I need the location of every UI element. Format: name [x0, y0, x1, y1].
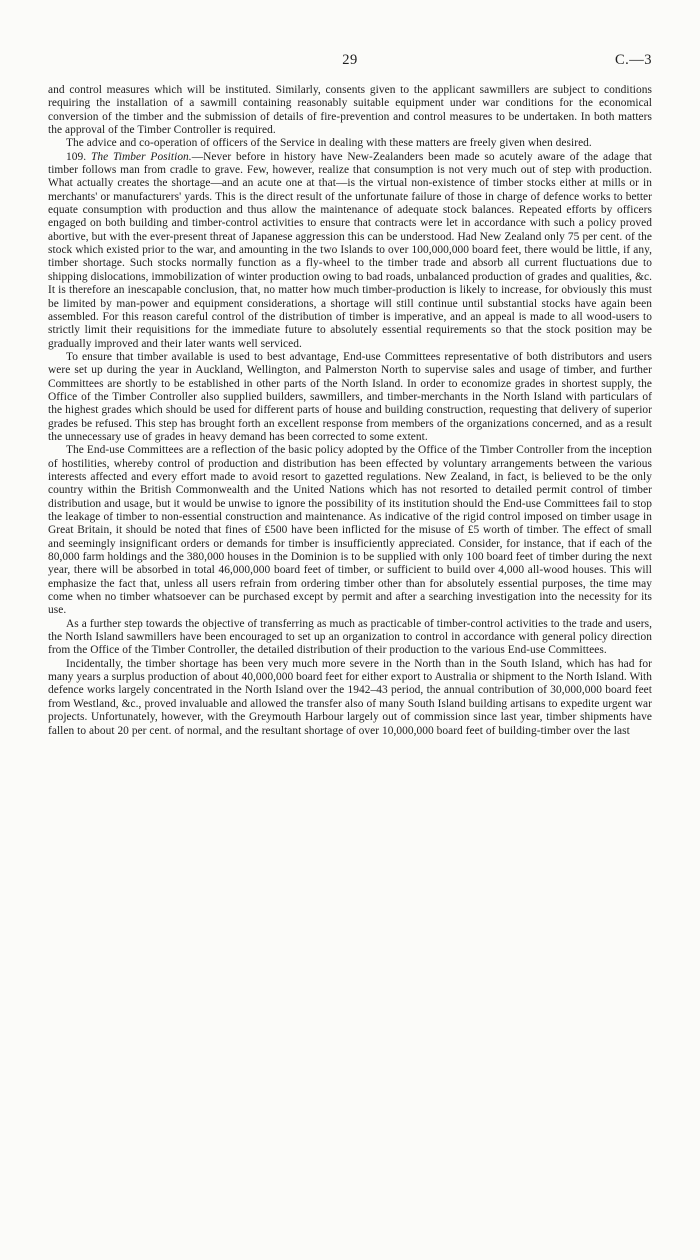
page-number: 29 — [342, 52, 358, 68]
section-title: The Timber Position. — [90, 150, 192, 163]
document-reference: C.—3 — [614, 52, 652, 68]
page-header — [48, 52, 652, 72]
paragraph-text: The End-use Committees are a reflection of the basic policy adopted by the Office of the Timber Controller from the inception of hostilities, whereby control of production and distribution has been effected by voluntary arrangements between the various interests affected and every effort made to avoid resort to gazetted regulations. New Zealand, in fact, is believed to be the only country within the British Commonwealth and the United Nations which has not resorted to detailed permit control of timber distribution and usage, but it would be unwise to ignore the possibility of its institution should the End-use Committees fail to stop the leakage of timber to non-essential construction and maintenance. As indicative of the rigid control imposed on timber usage in Great Britain, it should be noted that fines of £500 have been inflicted for the misuse of £5 worth of timber. The effect of small and seemingly insignificant orders or demands for timber is insufficiently appreciated. Consider, for instance, that if each of the 80,000 farm holdings and the 380,000 houses in the Dominion is to be supplied with only 100 board feet of timber during the next year, there will be absorbed in total 46,000,000 board feet of timber, or sufficient to build over 4,000 all-wood houses. This will emphasize the fact that, unless all users refrain from ordering timber other than for absolutely essential purposes, the time may come when no timber whatsoever can be purchased except by permit and after a searching investigation into the necessity for its use. — [48, 444, 652, 617]
paragraph-text: The advice and co-operation of officers of the Service in dealing with these matters are freely given when desired. — [66, 137, 592, 150]
paragraph — [48, 444, 652, 617]
paragraph — [48, 618, 652, 658]
paragraph-text: Incidentally, the timber shortage has been very much more severe in the North than in the South Island, which has had for many years a surplus production of about 40,000,000 board feet for either export to Australia or shipment to the North Island. With defence works largely concentrated in the North Island over the 1942–43 period, the annual contribution of 30,000,000 board feet from Westland, &c., proved invaluable and allowed the transfer also of many South Island building artisans to expedite urgent war projects. Unfortunately, however, with the Greymouth Harbour largely out of commission since last year, timber shipments have fallen to about 20 per cent. of normal, and the resultant shortage of over 10,000,000 board feet of building-timber over the last — [48, 657, 652, 737]
paragraph-text: As a further step towards the objective of transferring as much as practicable of timber-control activities to the trade and users, the North Island sawmillers have been encouraged to set up an organization to control in accordance with general policy direction from the Office of the Timber Controller, the detailed distribution of their production to the various End-use Committees. — [48, 617, 652, 657]
paragraph — [48, 658, 652, 738]
paragraph-text: To ensure that timber available is used to best advantage, End-use Committees representative of both distributors and users were set up during the year in Auckland, Wellington, and Palmerston North to supervise sales and usage of timber, and further Committees are shortly to be established in other parts of the North Island. In order to economize grades in shortest supply, the Office of the Timber Controller also supplied builders, sawmillers, and timber-merchants in the North Island with particulars of the highest grades which should be used for different parts of house and building construction, requesting that delivery of superior grades be refused. This step has brought forth an excellent response from members of the organizations concerned, and as a result the unnecessary use of grades in heavy demand has been corrected to some extent. — [48, 350, 652, 443]
section-number: 109. — [66, 150, 87, 163]
section-paragraph — [48, 151, 652, 351]
paragraph-text: and control measures which will be instituted. Similarly, consents given to the applicant sawmillers are subject to conditions requiring the installation of a sawmill containing reasonably suitable equipment under war conditions for the economical conversion of the timber and the submission of details of fire-prevention and control measures to be undertaken. In both matters the approval of the Timber Controller is required. — [48, 84, 652, 137]
paragraph — [48, 84, 652, 137]
body-text — [48, 84, 652, 738]
paragraph — [48, 137, 652, 150]
paragraph-text: —Never before in history have New-Zealanders been made so acutely aware of the adage that timber follows man from cradle to grave. Few, however, realize that consumption is not very much out of step with production. What actually creates the shortage—and an acute one at that—is the virtual non-existence of timber stocks either at mills or in merchants' or manufacturers' yards. This is the direct result of the unfortunate failure of those in charge of defence works to better equate consumption with production and thus allow the maintenance of adequate stock balances. Repeated efforts by officers engaged on both building and timber-control activities to ensure that contracts were let in accordance with such a policy proved abortive, but with the ever-present threat of Japanese aggression this can be understood. Had New Zealand only 75 per cent. of the stock which existed prior to the war, and amounting in the two Islands to over 100,000,000 board feet, there would be little, if any, timber shortage. Such stocks normally function as a fly-wheel to the timber trade and absorb all current fluctuations due to shipping dislocations, immobilization of winter production owing to bad roads, unbalanced production of grades and qualities, &c. It is therefore an inescapable conclusion, that, no matter how much timber-production is likely to increase, for obviously this must be limited by man-power and equipment considerations, a shortage will still continue until substantial stocks have again been assembled. For this reason careful control of the distribution of timber is imperative, and an appeal is made to all wood-users to strictly limit their requisitions for the immediate future to absolutely essential requirements so that the stock position may be gradually improved and their later wants well serviced. — [48, 150, 652, 350]
paragraph — [48, 351, 652, 444]
